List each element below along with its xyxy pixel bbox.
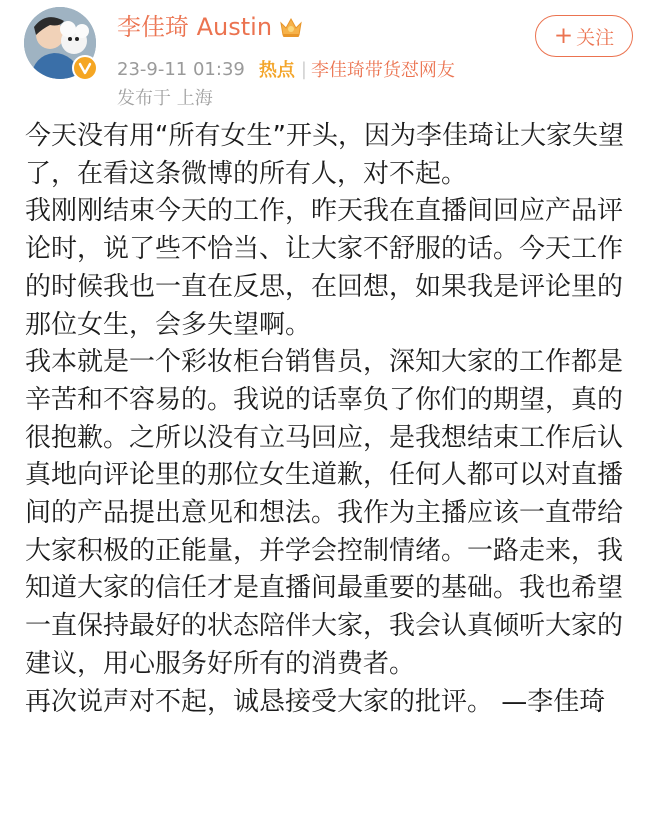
name-row: [117, 9, 520, 45]
topic-link[interactable]: 李佳琦带货怼网友: [310, 60, 455, 81]
post-header: [0, 0, 660, 118]
meta-row: [117, 53, 520, 85]
post-paragraph: 今天没有用“所有女生”开头，因为李佳琦让大家失望了，在看这条微博的所有人，对不起。: [25, 121, 624, 189]
post-paragraph: 再次说声对不起，诚恳接受大家的批评。 —李佳琦: [25, 686, 606, 717]
crown-icon: [278, 15, 304, 39]
follow-button-label: 关注: [576, 26, 615, 49]
post-paragraph: 我刚刚结束今天的工作，昨天我在直播间回应产品评论时，说了些不恰当、让大家不舒服的话。今天工作的时候我也一直在反思，在回想，如果我是评论里的那位女生，会多失望啊。: [25, 196, 624, 340]
meta-separator: |: [300, 58, 307, 80]
verified-badge-icon: [72, 55, 98, 81]
hot-tag[interactable]: 热点: [258, 60, 295, 81]
avatar[interactable]: [24, 7, 96, 79]
post-location: 发布于 上海: [117, 88, 213, 109]
post-paragraph: 我本就是一个彩妆柜台销售员，深知大家的工作都是辛苦和不容易的。我说的话辜负了你们的期望，真的很抱歉。之所以没有立马回应，是我想结束工作后认真地向评论里的那位女生道歉，任何人都可以对直播间的产品提出意见和想法。我作为主播应该一直带给大家积极的正能量，并学会控制情绪。一路走来，我知道大家的信任才是直播间最重要的基础。我也希望一直保持最好的状态陪伴大家，我会认真倾听大家的建议，用心服务好所有的消费者。: [25, 347, 624, 679]
post-timestamp: 23-9-11 01:39: [117, 58, 245, 80]
plus-icon: +: [553, 23, 574, 49]
user-name[interactable]: 李佳琦 Austin: [117, 13, 273, 41]
follow-button[interactable]: [535, 15, 633, 57]
verified-v-icon: [78, 61, 92, 75]
post-body: [25, 118, 637, 721]
user-meta: [117, 9, 520, 113]
